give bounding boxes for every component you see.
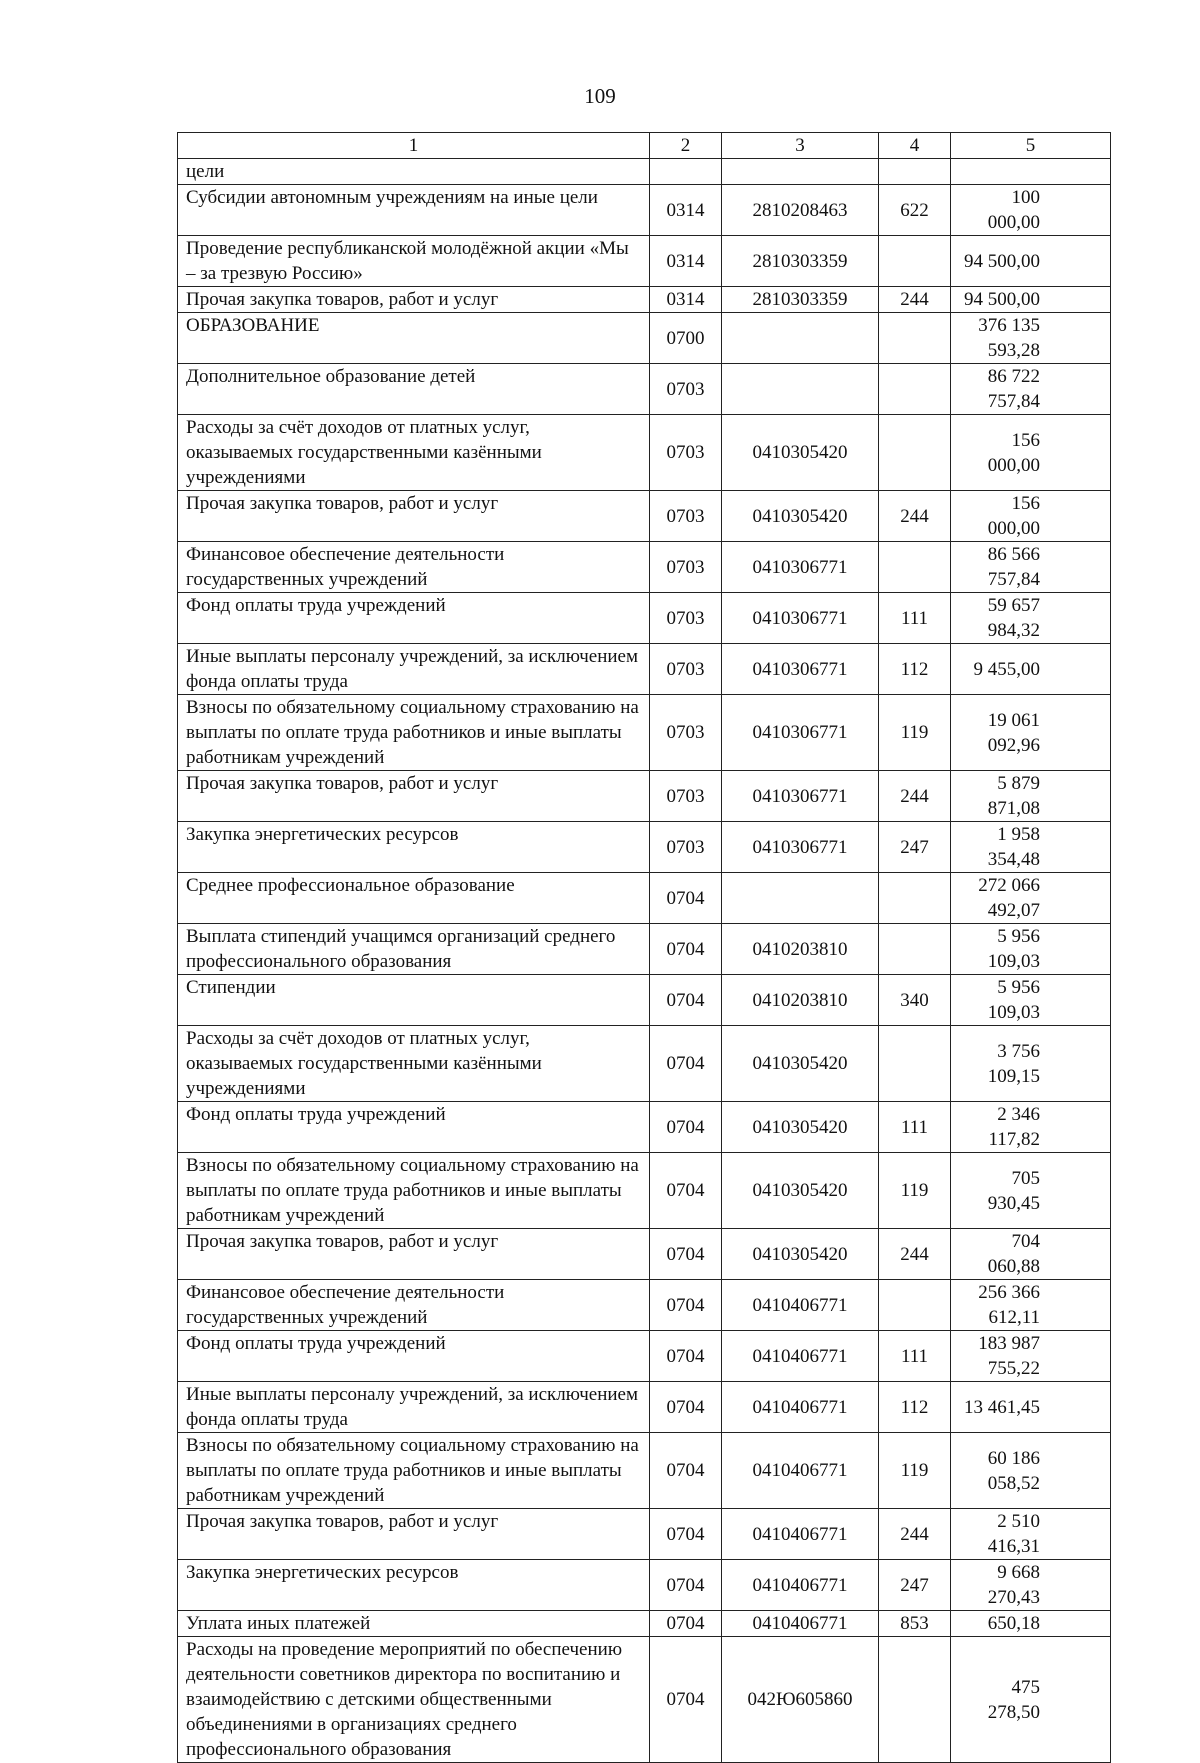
table-row: [178, 593, 1111, 644]
header-col-3: 3: [722, 133, 879, 159]
row-expense-type: 112: [879, 644, 951, 695]
table-row: [178, 415, 1111, 491]
row-section: 0703: [650, 415, 722, 491]
row-target-code: [722, 159, 879, 185]
row-section: 0704: [650, 1509, 722, 1560]
row-amount: 94 500,00: [951, 287, 1111, 313]
row-expense-type: 111: [879, 1102, 951, 1153]
row-target-code: 0410406771: [722, 1280, 879, 1331]
row-target-code: 0410306771: [722, 695, 879, 771]
row-target-code: 0410305420: [722, 1102, 879, 1153]
header-row: [178, 133, 1111, 159]
row-expense-type: 111: [879, 593, 951, 644]
row-expense-type: 119: [879, 1433, 951, 1509]
row-section: 0703: [650, 364, 722, 415]
row-name: Среднее профессиональное образование: [178, 873, 650, 924]
row-target-code: [722, 873, 879, 924]
row-target-code: 0410406771: [722, 1509, 879, 1560]
row-expense-type: 244: [879, 1229, 951, 1280]
row-name: Взносы по обязательному социальному страхованию на выплаты по оплате труда работников и иные выплаты работникам учреждений: [178, 1433, 650, 1509]
row-section: 0314: [650, 185, 722, 236]
row-expense-type: 244: [879, 491, 951, 542]
row-amount: 60 186 058,52: [951, 1433, 1111, 1509]
row-expense-type: [879, 924, 951, 975]
row-amount: 650,18: [951, 1611, 1111, 1637]
row-expense-type: 247: [879, 822, 951, 873]
row-amount: 9 668 270,43: [951, 1560, 1111, 1611]
row-target-code: 0410306771: [722, 542, 879, 593]
row-name: Прочая закупка товаров, работ и услуг: [178, 491, 650, 542]
table-row: [178, 1509, 1111, 1560]
row-amount: 59 657 984,32: [951, 593, 1111, 644]
row-section: 0700: [650, 313, 722, 364]
row-section: 0703: [650, 491, 722, 542]
table-row: [178, 1153, 1111, 1229]
row-target-code: 0410306771: [722, 822, 879, 873]
row-expense-type: [879, 1637, 951, 1763]
header-col-4: 4: [879, 133, 951, 159]
row-amount: 156 000,00: [951, 491, 1111, 542]
table-row: [178, 924, 1111, 975]
row-section: 0703: [650, 593, 722, 644]
header-col-5: 5: [951, 133, 1111, 159]
row-name: ОБРАЗОВАНИЕ: [178, 313, 650, 364]
row-target-code: 0410306771: [722, 644, 879, 695]
row-section: [650, 159, 722, 185]
row-expense-type: 112: [879, 1382, 951, 1433]
row-amount: 19 061 092,96: [951, 695, 1111, 771]
row-section: 0703: [650, 771, 722, 822]
table-row: [178, 695, 1111, 771]
row-name: Прочая закупка товаров, работ и услуг: [178, 287, 650, 313]
row-expense-type: 244: [879, 287, 951, 313]
row-amount: 86 566 757,84: [951, 542, 1111, 593]
row-target-code: 0410305420: [722, 1153, 879, 1229]
row-section: 0704: [650, 1560, 722, 1611]
row-target-code: 0410306771: [722, 593, 879, 644]
row-amount: 94 500,00: [951, 236, 1111, 287]
row-expense-type: [879, 415, 951, 491]
table-row: [178, 185, 1111, 236]
table-row: [178, 491, 1111, 542]
row-name: Взносы по обязательному социальному страхованию на выплаты по оплате труда работников и иные выплаты работникам учреждений: [178, 1153, 650, 1229]
row-target-code: 2810208463: [722, 185, 879, 236]
row-section: 0704: [650, 1153, 722, 1229]
row-target-code: 0410203810: [722, 975, 879, 1026]
row-expense-type: 247: [879, 1560, 951, 1611]
row-amount: 9 455,00: [951, 644, 1111, 695]
row-expense-type: [879, 1026, 951, 1102]
row-name: Уплата иных платежей: [178, 1611, 650, 1637]
header-col-2: 2: [650, 133, 722, 159]
row-expense-type: [879, 542, 951, 593]
row-expense-type: [879, 873, 951, 924]
table-row: [178, 1026, 1111, 1102]
row-section: 0704: [650, 924, 722, 975]
row-section: 0704: [650, 1433, 722, 1509]
row-expense-type: [879, 1280, 951, 1331]
row-name: Стипендии: [178, 975, 650, 1026]
row-expense-type: 111: [879, 1331, 951, 1382]
row-target-code: 0410406771: [722, 1611, 879, 1637]
row-expense-type: 119: [879, 1153, 951, 1229]
table-row: [178, 771, 1111, 822]
row-name: цели: [178, 159, 650, 185]
row-target-code: 0410306771: [722, 771, 879, 822]
table-row: [178, 975, 1111, 1026]
row-expense-type: 853: [879, 1611, 951, 1637]
table-row: [178, 1433, 1111, 1509]
row-name: Закупка энергетических ресурсов: [178, 822, 650, 873]
table-row: [178, 1331, 1111, 1382]
row-name: Иные выплаты персоналу учреждений, за исключением фонда оплаты труда: [178, 1382, 650, 1433]
row-section: 0704: [650, 1382, 722, 1433]
row-section: 0703: [650, 644, 722, 695]
row-amount: 376 135 593,28: [951, 313, 1111, 364]
row-section: 0314: [650, 236, 722, 287]
row-target-code: 0410305420: [722, 1026, 879, 1102]
row-expense-type: [879, 364, 951, 415]
row-name: Финансовое обеспечение деятельности государственных учреждений: [178, 1280, 650, 1331]
row-target-code: 0410406771: [722, 1331, 879, 1382]
row-amount: 705 930,45: [951, 1153, 1111, 1229]
row-section: 0704: [650, 1229, 722, 1280]
row-expense-type: 340: [879, 975, 951, 1026]
table-row: [178, 236, 1111, 287]
row-target-code: 0410305420: [722, 1229, 879, 1280]
table-row: [178, 1560, 1111, 1611]
page-number: 109: [584, 84, 616, 108]
row-amount: 475 278,50: [951, 1637, 1111, 1763]
header-col-1: 1: [178, 133, 650, 159]
row-section: 0704: [650, 1637, 722, 1763]
table-row: [178, 822, 1111, 873]
row-name: Прочая закупка товаров, работ и услуг: [178, 1229, 650, 1280]
row-target-code: 0410406771: [722, 1382, 879, 1433]
row-amount: 272 066 492,07: [951, 873, 1111, 924]
row-amount: 5 879 871,08: [951, 771, 1111, 822]
row-section: 0314: [650, 287, 722, 313]
row-section: 0703: [650, 695, 722, 771]
row-expense-type: [879, 159, 951, 185]
row-amount: 5 956 109,03: [951, 924, 1111, 975]
row-expense-type: 244: [879, 771, 951, 822]
row-section: 0704: [650, 1102, 722, 1153]
row-target-code: [722, 364, 879, 415]
row-expense-type: 244: [879, 1509, 951, 1560]
row-name: Субсидии автономным учреждениям на иные цели: [178, 185, 650, 236]
row-name: Фонд оплаты труда учреждений: [178, 1331, 650, 1382]
table-row: [178, 159, 1111, 185]
row-target-code: 0410406771: [722, 1560, 879, 1611]
table-row: [178, 542, 1111, 593]
row-target-code: [722, 313, 879, 364]
row-name: Дополнительное образование детей: [178, 364, 650, 415]
row-target-code: 2810303359: [722, 287, 879, 313]
row-amount: 2 346 117,82: [951, 1102, 1111, 1153]
table-row: [178, 364, 1111, 415]
row-target-code: 0410203810: [722, 924, 879, 975]
row-target-code: 2810303359: [722, 236, 879, 287]
row-name: Прочая закупка товаров, работ и услуг: [178, 771, 650, 822]
row-name: Фонд оплаты труда учреждений: [178, 593, 650, 644]
row-name: Выплата стипендий учащимся организаций среднего профессионального образования: [178, 924, 650, 975]
row-amount: 5 956 109,03: [951, 975, 1111, 1026]
table-row: [178, 1382, 1111, 1433]
row-amount: 86 722 757,84: [951, 364, 1111, 415]
row-target-code: 0410305420: [722, 491, 879, 542]
row-name: Иные выплаты персоналу учреждений, за исключением фонда оплаты труда: [178, 644, 650, 695]
row-amount: [951, 159, 1111, 185]
row-section: 0704: [650, 1280, 722, 1331]
row-name: Прочая закупка товаров, работ и услуг: [178, 1509, 650, 1560]
row-section: 0704: [650, 1331, 722, 1382]
table-row: [178, 1637, 1111, 1763]
budget-table: [177, 132, 1111, 1763]
table-row: [178, 1229, 1111, 1280]
table-row: [178, 1280, 1111, 1331]
row-section: 0703: [650, 822, 722, 873]
row-amount: 1 958 354,48: [951, 822, 1111, 873]
row-name: Финансовое обеспечение деятельности государственных учреждений: [178, 542, 650, 593]
row-section: 0704: [650, 975, 722, 1026]
row-section: 0704: [650, 1026, 722, 1102]
table-row: [178, 1611, 1111, 1637]
row-name: Фонд оплаты труда учреждений: [178, 1102, 650, 1153]
row-section: 0703: [650, 542, 722, 593]
row-expense-type: [879, 313, 951, 364]
row-target-code: 0410406771: [722, 1433, 879, 1509]
row-expense-type: [879, 236, 951, 287]
row-name: Расходы на проведение мероприятий по обеспечению деятельности советников директора по воспитанию и взаимодействию с детскими общественными объединениями в организациях среднего профессионального образования: [178, 1637, 650, 1763]
row-name: Расходы за счёт доходов от платных услуг, оказываемых государственными казёнными учреждениями: [178, 415, 650, 491]
row-amount: 13 461,45: [951, 1382, 1111, 1433]
row-amount: 256 366 612,11: [951, 1280, 1111, 1331]
row-amount: 2 510 416,31: [951, 1509, 1111, 1560]
row-target-code: 042Ю605860: [722, 1637, 879, 1763]
row-expense-type: 119: [879, 695, 951, 771]
row-section: 0704: [650, 1611, 722, 1637]
row-amount: 183 987 755,22: [951, 1331, 1111, 1382]
row-name: Расходы за счёт доходов от платных услуг, оказываемых государственными казёнными учреждениями: [178, 1026, 650, 1102]
table-row: [178, 873, 1111, 924]
row-name: Проведение республиканской молодёжной акции «Мы – за трезвую Россию»: [178, 236, 650, 287]
row-section: 0704: [650, 873, 722, 924]
row-name: Закупка энергетических ресурсов: [178, 1560, 650, 1611]
row-target-code: 0410305420: [722, 415, 879, 491]
row-amount: 156 000,00: [951, 415, 1111, 491]
row-amount: 3 756 109,15: [951, 1026, 1111, 1102]
table-row: [178, 287, 1111, 313]
table-body: [178, 159, 1111, 1763]
row-amount: 704 060,88: [951, 1229, 1111, 1280]
row-name: Взносы по обязательному социальному страхованию на выплаты по оплате труда работников и иные выплаты работникам учреждений: [178, 695, 650, 771]
table-row: [178, 644, 1111, 695]
row-amount: 100 000,00: [951, 185, 1111, 236]
table-row: [178, 1102, 1111, 1153]
row-expense-type: 622: [879, 185, 951, 236]
table-row: [178, 313, 1111, 364]
